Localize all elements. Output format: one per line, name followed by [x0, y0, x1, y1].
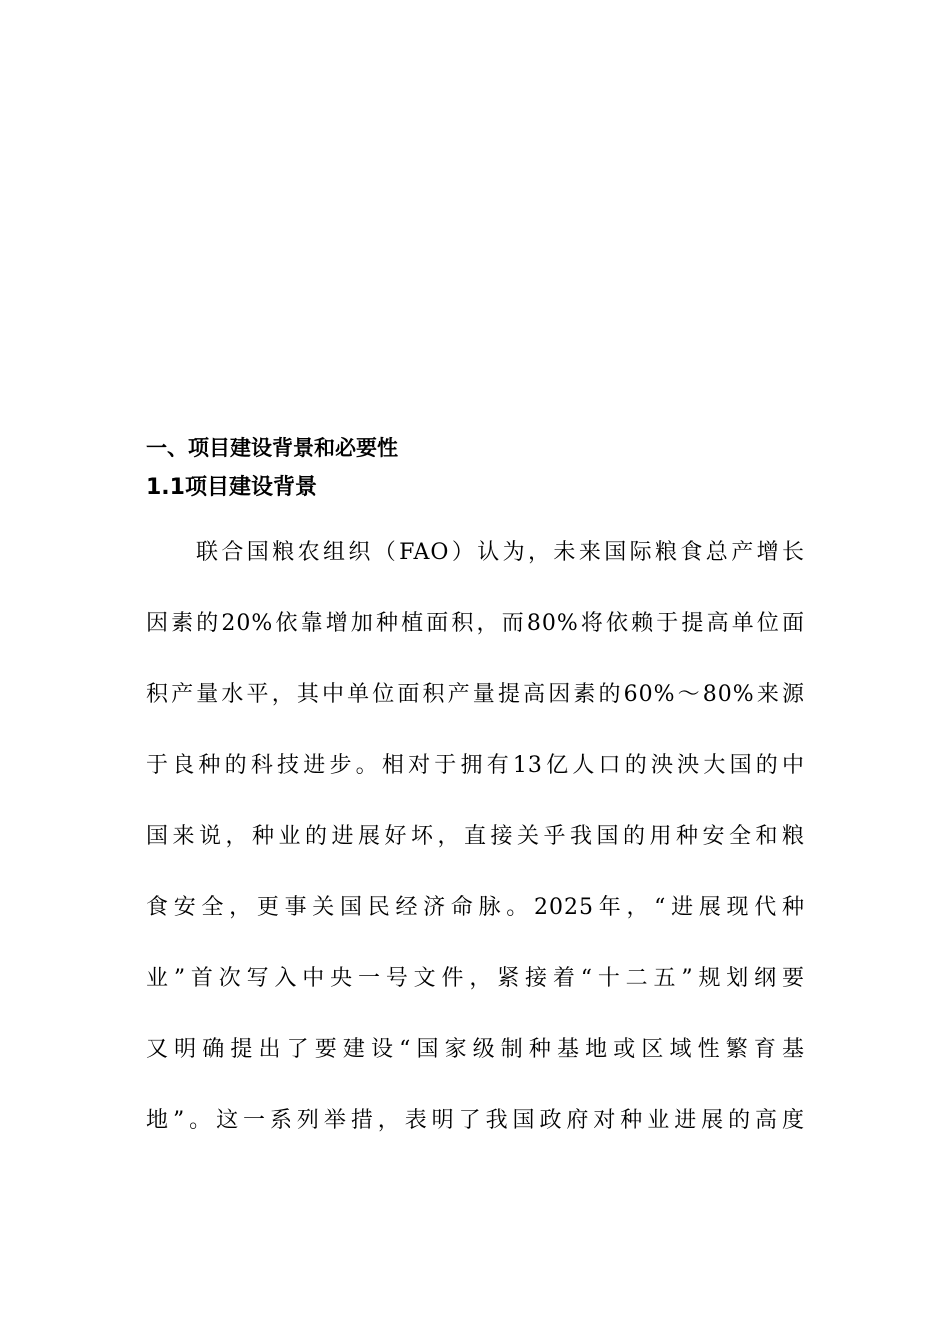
paragraph-line: 食安全，更事关国民经济命脉。2025年，“进展现代种 [146, 895, 805, 920]
paragraph-line: 于良种的科技进步。相对于拥有13亿人口的泱泱大国的中 [146, 753, 805, 778]
section-heading: 一、项目建设背景和必要性 [146, 436, 398, 460]
paragraph-line: 积产量水平，其中单位面积产量提高因素的60%～80%来源 [146, 682, 805, 707]
paragraph-line: 又明确提出了要建设“国家级制种基地或区域性繁育基 [146, 1037, 805, 1062]
paragraph-line: 因素的20%依靠增加种植面积，而80%将依赖于提高单位面 [146, 611, 805, 636]
paragraph-line: 联合国粮农组织（FAO）认为，未来国际粮食总产增长 [196, 540, 805, 565]
paragraph-line: 业”首次写入中央一号文件，紧接着“十二五”规划纲要 [146, 966, 805, 991]
paragraph-line: 国来说，种业的进展好坏，直接关乎我国的用种安全和粮 [146, 824, 805, 849]
paragraph-line: 地”。这一系列举措，表明了我国政府对种业进展的高度 [146, 1108, 805, 1133]
subsection-heading: 1.1项目建设背景 [146, 475, 317, 500]
